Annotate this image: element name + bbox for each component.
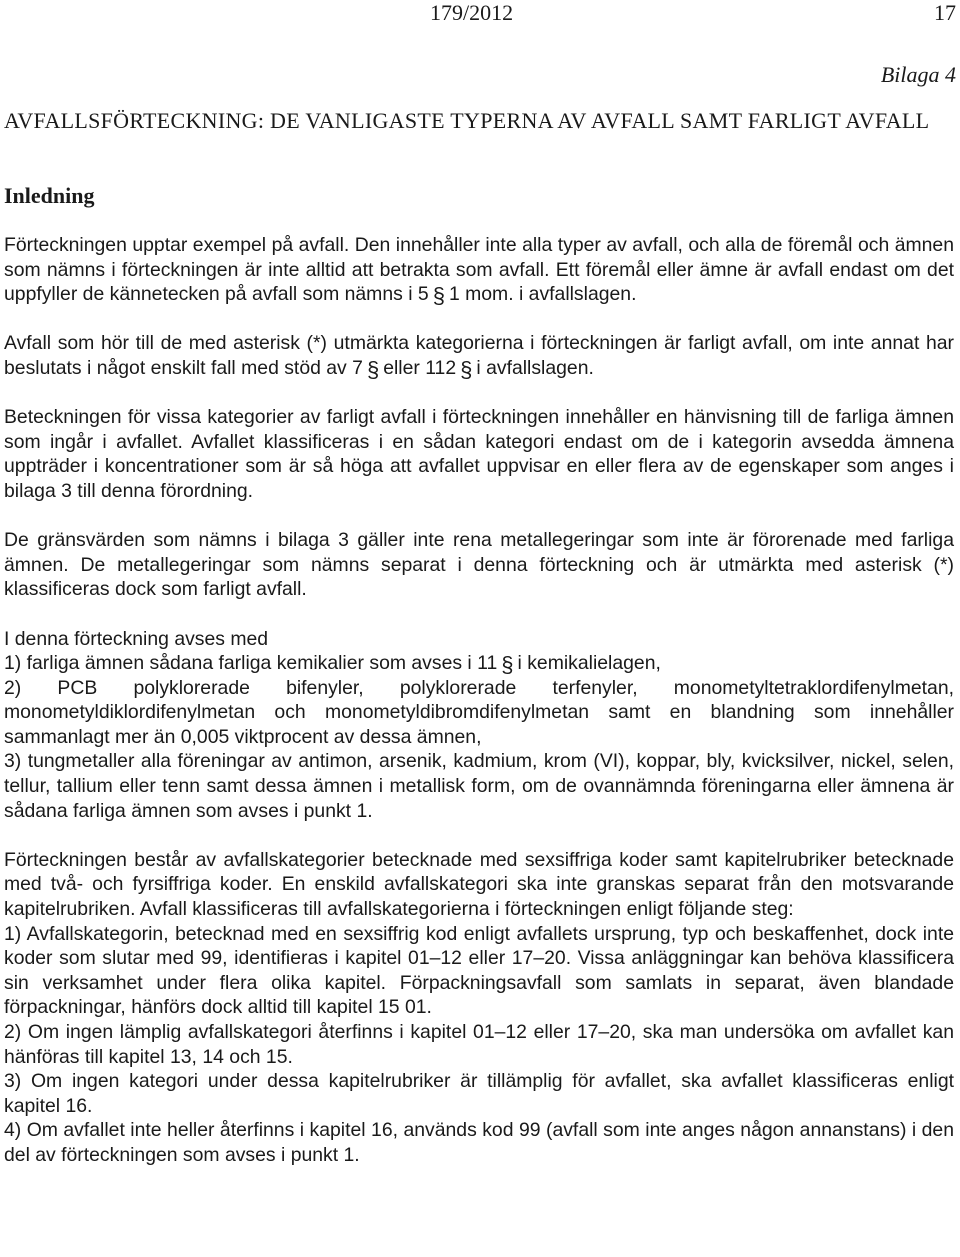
paragraph-5 bbox=[4, 627, 954, 824]
paragraph-1-text-b: 1 mom. i avfallslagen. bbox=[448, 283, 637, 306]
section-symbol: § bbox=[366, 356, 380, 382]
annex-label: Bilaga 4 bbox=[880, 62, 956, 87]
definitions-intro: I denna förteckning avses med bbox=[4, 627, 269, 650]
document-body bbox=[4, 233, 954, 1168]
paragraph-2-text-a: Avfall som hör till de med asterisk (*) utmärkta kategorierna i förteckningen är farligt avfall, om inte annat har beslutats i något enskilt fall med stöd av 7 bbox=[4, 332, 954, 379]
classification-step-3: 3) Om ingen kategori under dessa kapitelrubriker är tillämplig för avfallet, ska avfallet klassificeras enligt kapitel 16. bbox=[4, 1070, 954, 1117]
paragraph-4: De gränsvärden som nämns i bilaga 3 gäller inte rena metallegeringar som inte är förorenade med farliga ämnen. De metallegeringar som nämns separat i denna förteckning och är utmärkta med asterisk (*) klassificeras dock som farligt avfall. bbox=[4, 529, 954, 601]
document-title: AVFALLSFÖRTECKNING: DE VANLIGASTE TYPERNA AV AVFALL SAMT FARLIGT AVFALL bbox=[4, 108, 930, 133]
definition-item-3: 3) tungmetaller alla föreningar av antimon, arsenik, kadmium, krom (VI), koppar, bly, kvicksilver, nickel, selen, tellur, tallium eller tenn samt dessa ämnen i metallisk form, om de ovannämnda föreningarna eller ämnena är sådana farliga ämnen som avses i punkt 1. bbox=[4, 750, 954, 822]
section-symbol: § bbox=[501, 652, 514, 678]
paragraph-1 bbox=[4, 233, 954, 307]
page-number: 17 bbox=[934, 0, 956, 25]
classification-step-2: 2) Om ingen lämplig avfallskategori återfinns i kapitel 01–12 eller 17–20, ska man undersöka om avfallet kan hänföras till kapitel 13, 14 och 15. bbox=[4, 1021, 954, 1068]
paragraph-2-text-c: i avfallslagen. bbox=[476, 356, 594, 379]
classification-step-1: 1) Avfallskategorin, betecknad med en sexsiffrig kod enligt avfallets ursprung, typ och beskaffenhet, dock inte koder som slutar med 99, identifieras i kapitel 01–12 eller 17–20. Vissa anläggningar kan behöva klassificera sin verksamhet under flera olika kapitel. Förpackningsavfall som samlats in separat, även blandade förpackningar, hänförs dock alltid till kapitel 15 01. bbox=[4, 922, 954, 1019]
section-symbol: § bbox=[432, 283, 445, 309]
paragraph-2-text-b: eller 112 bbox=[383, 356, 457, 379]
definition-item-1-b: i kemikalielagen, bbox=[517, 652, 661, 675]
paragraph-3: Beteckningen för vissa kategorier av farligt avfall i förteckningen innehåller en hänvisning till de farliga ämnen som ingår i avfallet. Avfallet klassificeras i en sådan kategori endast om de i kategorin avsedda ämnena uppträder i koncentrationer som är så höga att avfallet uppvisar en eller flera av de egenskaper som anges i bilaga 3 till denna förordning. bbox=[4, 406, 954, 502]
paragraph-1-text-a: Förteckningen upptar exempel på avfall. Den innehåller inte alla typer av avfall, och alla de föremål och ämnen som nämns i förteckningen är inte alltid att betrakta som avfall. Ett föremål eller ämne är avfall endast om det uppfyller de kännetecken på avfall som nämns i 5 bbox=[4, 234, 954, 306]
section-symbol: § bbox=[460, 356, 473, 382]
classification-intro: Förteckningen består av avfallskategorier betecknade med sexsiffriga koder samt kapitelrubriker betecknade med två- och fyrsiffriga koder. En enskild avfallskategori ska inte granskas separat från den motsvarande kapitelrubriken. Avfall klassificeras till avfallskategorierna i förteckningen enligt följande steg: bbox=[4, 848, 954, 921]
document-number: 179/2012 bbox=[430, 0, 514, 25]
section-heading: Inledning bbox=[4, 183, 95, 208]
classification-step-4: 4) Om avfallet inte heller återfinns i kapitel 16, används kod 99 (avfall som inte anges någon annanstans) i den del av förteckningen som avses i punkt 1. bbox=[4, 1119, 954, 1166]
definition-item-1-a: 1) farliga ämnen sådana farliga kemikalier som avses i 11 bbox=[4, 652, 498, 675]
paragraph-2 bbox=[4, 331, 954, 380]
paragraph-6 bbox=[4, 848, 954, 1168]
definition-item-2: 2) PCB polyklorerade bifenyler, polyklorerade terfenyler, monometyltetraklordifenylmetan, monometyldiklordifenylmetan och monometyldibromdifenylmetan samt en blandning som innehåller sammanlagt mer än 0,005 viktprocent av dessa ämnen, bbox=[4, 676, 954, 748]
